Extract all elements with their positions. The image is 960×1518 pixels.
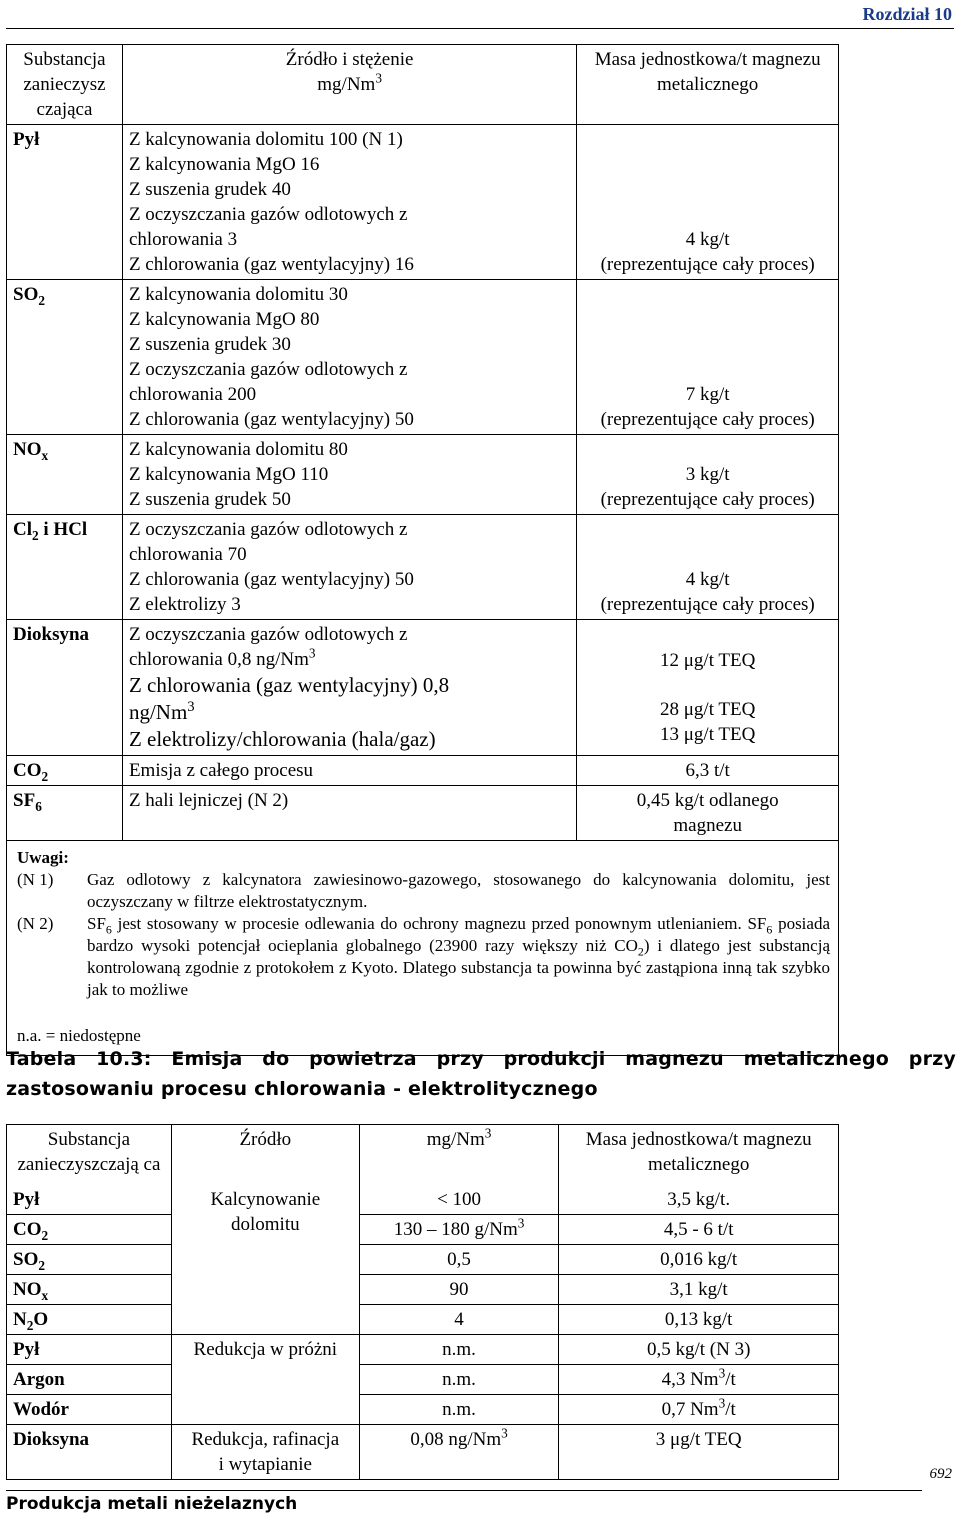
source-line: i wytapianie — [218, 1454, 312, 1475]
source-line: Z chlorowania (gaz wentylacyjny) 0,8 — [128, 673, 450, 697]
substance-cell: $Cl_2$ i HCl — [7, 515, 123, 620]
header-conc-label: mg/Nm — [426, 1129, 485, 1150]
notes-cell — [7, 841, 839, 1056]
footer-title: Produkcja metali nieżelaznych — [6, 1494, 298, 1514]
concentration-cell: 0,08 ng/Nm$^3$ — [359, 1425, 559, 1480]
substance-label: NO — [13, 1279, 42, 1300]
source-cell — [171, 1185, 359, 1335]
mass-cell: 3,1 kg/t — [559, 1275, 839, 1305]
source-line: Z elektrolizy 3 — [128, 594, 241, 615]
notes-title: Uwagi: — [17, 848, 69, 867]
source-cell — [122, 125, 576, 280]
emissions-table-1 — [6, 44, 839, 1056]
mass-cell: 0,5 kg/t (N 3) — [559, 1335, 839, 1365]
source-cell: Redukcja w próżni — [171, 1335, 359, 1425]
source-line: dolomitu — [231, 1214, 300, 1235]
header-source: Źródło — [171, 1125, 359, 1186]
note-key: (N 1) — [17, 870, 54, 889]
source-line: Z chlorowania (gaz wentylacyjny) 16 — [128, 254, 414, 275]
note-part: ) i dlatego jest substancją kontrolowaną zgodnie z protokołem z Kyoto. Dlatego substancja ta powinna być zastąpiona inną tak szybko jak to możliwe — [87, 936, 830, 999]
concentration-value: 130 – 180 g/Nm — [393, 1219, 518, 1240]
concentration-cell: 0,5 — [359, 1245, 559, 1275]
source-line: chlorowania 70 — [128, 544, 247, 565]
substance-cell: Pył — [7, 125, 123, 280]
mass-value: 4 kg/t — [685, 569, 730, 590]
mass-cell — [577, 435, 839, 515]
substance-label: SF — [13, 790, 36, 811]
substance-label: SO — [13, 1249, 39, 1270]
concentration-value: 0,08 ng/Nm — [410, 1429, 502, 1450]
page-number: 692 — [929, 1466, 952, 1482]
mass-note: (reprezentujące cały proces) — [600, 594, 815, 615]
source-line: chlorowania 3 — [128, 229, 238, 250]
table-row — [7, 1245, 839, 1275]
source-line: Z oczyszczania gazów odlotowych z — [128, 624, 408, 645]
source-cell — [122, 515, 576, 620]
source-line-text: chlorowania 0,8 ng/Nm — [128, 649, 309, 670]
source-line: Z suszenia grudek 40 — [128, 179, 291, 200]
mass-cell: 6,3 t/t — [577, 756, 839, 786]
mass-value: 7 kg/t — [685, 384, 730, 405]
table-caption: Tabela 10.3: Emisja do powietrza przy produkcji magnezu metalicznego przy zastosowaniu procesu chlorowania - elektrolitycznego — [6, 1048, 956, 1100]
table-row — [7, 1215, 839, 1245]
substance-label: CO — [13, 1219, 42, 1240]
substance-cell: $CO_2$ — [7, 1215, 172, 1245]
source-line: Z oczyszczania gazów odlotowych z — [128, 204, 408, 225]
mass-cell: 0,7 Nm$^3$/t — [559, 1395, 839, 1425]
source-line: Z chlorowania (gaz wentylacyjny) 50 — [128, 409, 414, 430]
source-line: Redukcja, rafinacja — [191, 1429, 340, 1450]
note-n1 — [17, 869, 830, 913]
note-key: (N 2) — [17, 914, 54, 933]
footer-divider — [6, 1490, 922, 1491]
substance-cell: Dioksyna — [7, 620, 123, 756]
source-cell — [122, 620, 576, 756]
source-line: Z elektrolizy/chlorowania (hala/gaz) — [128, 727, 436, 751]
header-source-label: Źródło i stężenie — [285, 49, 414, 70]
header-divider — [6, 28, 954, 29]
chapter-label: Rozdział 10 — [862, 4, 952, 24]
mass-value: 4 kg/t — [685, 229, 730, 250]
mass-cell: 0,45 kg/t odlanego magnezu — [577, 786, 839, 841]
mass-cell: 4,5 - 6 t/t — [559, 1215, 839, 1245]
table-row — [7, 620, 839, 756]
mass-value: 0,7 Nm — [661, 1399, 719, 1420]
substance-cell: $CO_2$ — [7, 756, 123, 786]
source-line: Z suszenia grudek 30 — [128, 334, 291, 355]
mass-note: (reprezentujące cały proces) — [600, 409, 815, 430]
concentration-cell: n.m. — [359, 1335, 559, 1365]
header-mass: Masa jednostkowa/t magnezu metalicznego — [559, 1125, 839, 1186]
concentration-cell: n.m. — [359, 1365, 559, 1395]
mass-note: (reprezentujące cały proces) — [600, 254, 815, 275]
substance-cell: $NO_x$ — [7, 435, 123, 515]
mass-cell — [577, 515, 839, 620]
substance-cell: Pył — [7, 1185, 172, 1215]
mass-cell: 3,5 kg/t. — [559, 1185, 839, 1215]
header-source-unit: mg/Nm — [317, 74, 376, 95]
header-concentration: mg/Nm$^3$ — [359, 1125, 559, 1186]
note-part: jest stosowany w procesie odlewania do ochrony magnezu przed ponownym utlenianiem. SF — [111, 914, 767, 933]
source-cell — [171, 1425, 359, 1480]
header-substance: Substancja zanieczyszczają ca — [7, 1125, 172, 1186]
source-line: Z chlorowania (gaz wentylacyjny) 50 — [128, 569, 414, 590]
substance-label: SO — [13, 284, 39, 305]
source-cell: Emisja z całego procesu — [122, 756, 576, 786]
substance-cell: Argon — [7, 1365, 172, 1395]
header-source: Źródło i stężenie mg/Nm$^3$ — [122, 45, 576, 125]
source-line: Z kalcynowania dolomitu 100 (N 1) — [128, 129, 403, 150]
mass-cell — [577, 280, 839, 435]
table-row — [7, 1335, 839, 1365]
mass-value: 28 μg/t TEQ — [659, 699, 756, 720]
substance-cell: Dioksyna — [7, 1425, 172, 1480]
table-row — [7, 280, 839, 435]
table-row — [7, 756, 839, 786]
substance-label: CO — [13, 760, 42, 781]
substance-cell: $SF_6$ — [7, 786, 123, 841]
table-row — [7, 1305, 839, 1335]
mass-value: 4,3 Nm — [661, 1369, 719, 1390]
table-row — [7, 1425, 839, 1480]
substance-suffix: i HCl — [38, 519, 88, 540]
substance-cell: Pył — [7, 1335, 172, 1365]
table-row — [7, 515, 839, 620]
header-substance: Substancja zanieczysz czająca — [7, 45, 123, 125]
mass-cell: 4,3 Nm$^3$/t — [559, 1365, 839, 1395]
mass-note: (reprezentujące cały proces) — [600, 489, 815, 510]
table-row — [7, 125, 839, 280]
note-part: SF — [87, 914, 106, 933]
source-line: chlorowania 200 — [128, 384, 257, 405]
substance-label: N — [13, 1309, 27, 1330]
source-cell: Z hali lejniczej (N 2) — [122, 786, 576, 841]
concentration-cell: 90 — [359, 1275, 559, 1305]
substance-cell: $SO_2$ — [7, 280, 123, 435]
substance-cell: $SO_2$ — [7, 1245, 172, 1275]
concentration-cell: 4 — [359, 1305, 559, 1335]
mass-value: 3 kg/t — [685, 464, 730, 485]
source-line: Z oczyszczania gazów odlotowych z — [128, 519, 408, 540]
mass-cell: 0,016 kg/t — [559, 1245, 839, 1275]
mass-cell: 3 μg/t TEQ — [559, 1425, 839, 1480]
source-cell — [122, 435, 576, 515]
table-row — [7, 786, 839, 841]
mass-cell: 0,13 kg/t — [559, 1305, 839, 1335]
table-row — [7, 1365, 839, 1395]
source-line: Kalcynowanie — [210, 1189, 321, 1210]
substance-cell: $N_2O$ — [7, 1305, 172, 1335]
emissions-table-2 — [6, 1124, 839, 1480]
table-row — [7, 1395, 839, 1425]
table-row — [7, 1185, 839, 1215]
source-cell — [122, 280, 576, 435]
source-line: Z kalcynowania dolomitu 30 — [128, 284, 348, 305]
na-legend: n.a. = niedostępne — [17, 1026, 141, 1045]
mass-cell — [577, 620, 839, 756]
substance-label: NO — [13, 439, 42, 460]
substance-label: Cl — [13, 519, 32, 540]
header-mass: Masa jednostkowa/t magnezu metalicznego — [577, 45, 839, 125]
mass-value: 12 μg/t TEQ — [659, 650, 756, 671]
source-line: Z kalcynowania MgO 110 — [128, 464, 329, 485]
source-line: Z kalcynowania MgO 16 — [128, 154, 320, 175]
mass-value: 13 μg/t TEQ — [659, 724, 756, 745]
concentration-cell: 130 – 180 g/Nm$^3$ — [359, 1215, 559, 1245]
source-line: Z suszenia grudek 50 — [128, 489, 291, 510]
note-part: posiada bardzo wysoki potencjał ocieplania globalnego (23900 razy większy niż CO — [87, 914, 830, 955]
concentration-cell: n.m. — [359, 1395, 559, 1425]
source-line: Z oczyszczania gazów odlotowych z — [128, 359, 408, 380]
source-line: chlorowania 0,8 ng/Nm$^3$ — [128, 645, 316, 670]
concentration-cell: < 100 — [359, 1185, 559, 1215]
source-line-text: ng/Nm — [128, 700, 188, 724]
substance-cell: Wodór — [7, 1395, 172, 1425]
mass-cell — [577, 125, 839, 280]
source-line: ng/Nm$^3$ — [128, 699, 195, 724]
table-row — [7, 435, 839, 515]
note-text: $SF_6$ jest stosowany w procesie odlewania do ochrony magnezu przed ponownym utlenianiem. $SF_6$ posiada bardzo wysoki potencjał ocieplania globalnego (23900 razy większy niż $CO_2$) i dlatego jest substancją kontrolowaną zgodnie z protokołem z Kyoto. Dlatego substancja ta powinna być zastąpiona inną tak szybko jak to możliwe — [87, 914, 830, 999]
table-row — [7, 1275, 839, 1305]
note-text: Gaz odlotowy z kalcynatora zawiesinowo-gazowego, stosowanego do kalcynowania dolomitu, jest oczyszczany w filtrze elektrostatycznym. — [87, 870, 830, 911]
source-line: Z kalcynowania dolomitu 80 — [128, 439, 348, 460]
note-n2 — [17, 913, 830, 1001]
substance-cell: $NO_x$ — [7, 1275, 172, 1305]
source-line: Z kalcynowania MgO 80 — [128, 309, 320, 330]
